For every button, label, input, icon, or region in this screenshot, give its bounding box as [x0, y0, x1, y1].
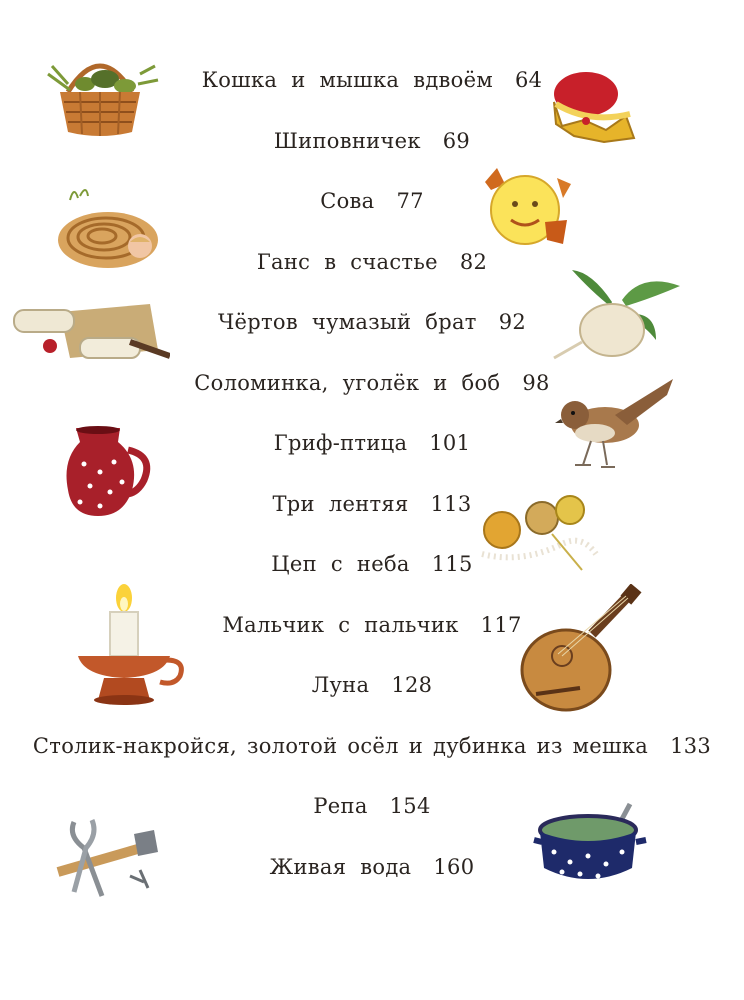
entry-title: Ганс в счастье: [256, 250, 438, 274]
entry-title: Мальчик с пальчик: [222, 613, 459, 637]
entry-page: 101: [429, 431, 471, 455]
entry-title: Луна: [311, 673, 370, 697]
crown-icon: [544, 64, 639, 144]
turnip-icon: [552, 262, 684, 362]
entry-title: Три лентяя: [272, 492, 409, 516]
basket-icon: [40, 44, 160, 139]
entry-page: 128: [391, 673, 433, 697]
entry-page: 133: [670, 734, 712, 758]
candle-icon: [74, 584, 186, 706]
entry-page: 160: [433, 855, 475, 879]
toc-entry[interactable]: [0, 550, 744, 578]
entry-page: 77: [396, 189, 424, 213]
entry-title: Шиповничек: [273, 129, 421, 153]
entry-page: 92: [498, 310, 527, 334]
pot-icon: [532, 800, 650, 890]
entry-page: 98: [522, 371, 550, 395]
entry-title: Кошка и мышка вдвоём: [201, 68, 493, 92]
tools-icon: [44, 812, 164, 902]
entry-page: 113: [430, 492, 472, 516]
entry-page: 154: [389, 794, 431, 818]
entry-title: Соломинка, уголёк и боб: [194, 371, 501, 395]
sparrow-icon: [555, 375, 675, 475]
entry-title: Гриф-птица: [273, 431, 408, 455]
entry-title: Цеп с неба: [271, 552, 410, 576]
entry-page: 64: [514, 68, 543, 92]
toc-entry[interactable]: [0, 732, 744, 760]
lute-icon: [516, 584, 642, 716]
entry-page: 82: [459, 250, 488, 274]
entry-page: 115: [431, 552, 473, 576]
entry-title: Сова: [320, 189, 375, 213]
entry-page: 69: [442, 129, 471, 153]
snail-shell-icon: [50, 180, 170, 272]
entry-title: Репа: [313, 794, 368, 818]
jug-icon: [62, 420, 158, 520]
entry-title: Живая вода: [269, 855, 412, 879]
scroll-icon: [10, 292, 170, 372]
entry-title: Столик-накройся, золотой осёл и дубинка из мешка: [32, 734, 649, 758]
entry-page: 117: [480, 613, 522, 637]
coins-icon: [472, 484, 602, 574]
entry-title: Чёртов чумазый брат: [217, 310, 477, 334]
sun-icon: [475, 160, 575, 260]
